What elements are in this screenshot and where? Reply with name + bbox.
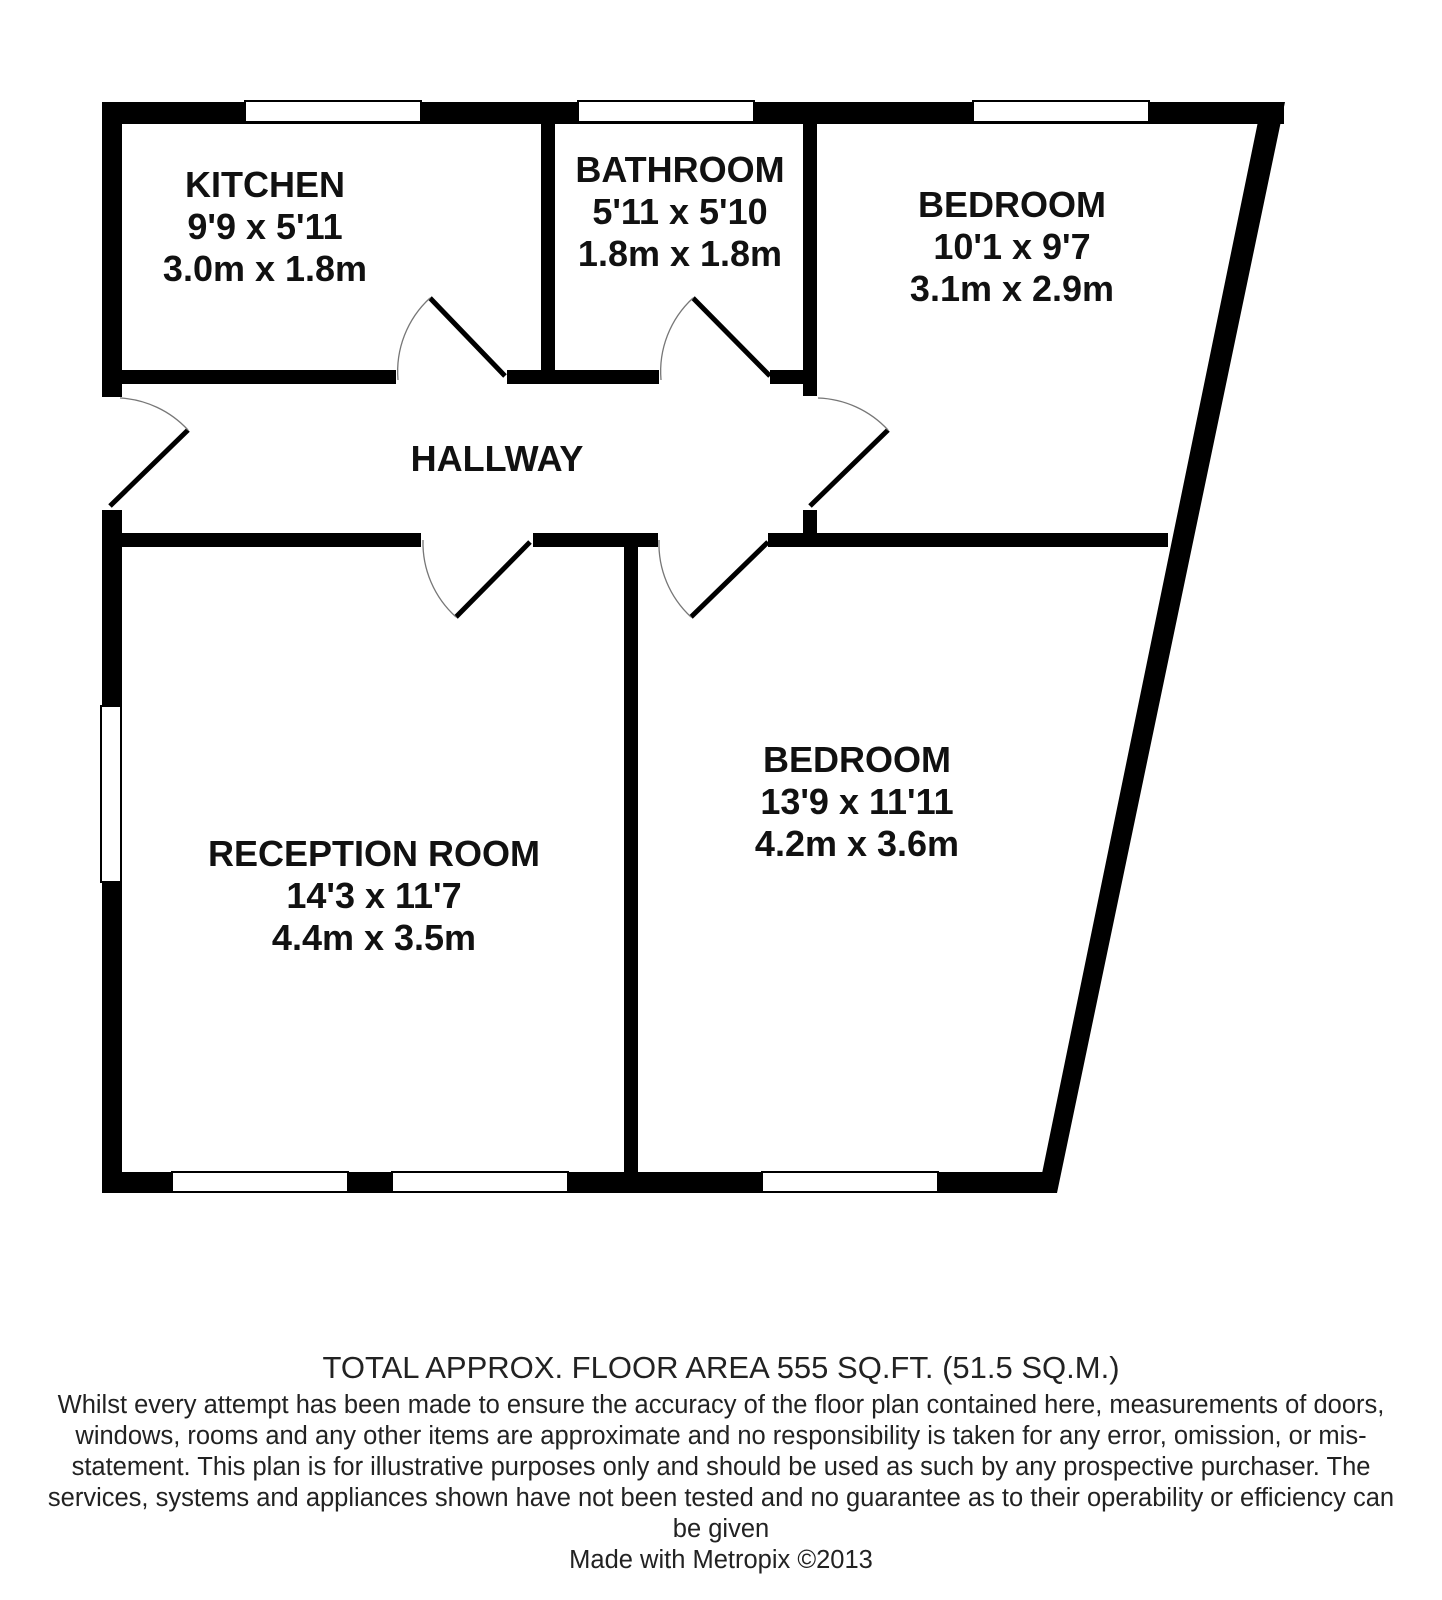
bathroom-name: BATHROOM [575, 149, 785, 190]
wall-bathroom-bottom [770, 370, 817, 384]
door-entrance [110, 430, 188, 506]
door-bedroom-lower [691, 542, 768, 617]
door-entrance-swing [120, 398, 188, 430]
door-reception [456, 542, 530, 617]
bedroom-top-metric: 3.1m x 2.9m [909, 268, 1115, 309]
window-reception-left [101, 706, 121, 882]
wall-bathroom-bedroom [803, 120, 817, 396]
door-bedroom-lower-swing [659, 540, 691, 617]
kitchen-name: KITCHEN [185, 164, 345, 205]
hallway-name: HALLWAY [410, 438, 584, 479]
bathroom-imperial: 5'11 x 5'10 [592, 191, 768, 232]
disclaimer-text: Whilst every attempt has been made to ensure the accuracy of the floor plan contained here, measurements of doors, windows, rooms and any other items are approximate and no responsibility is taken for any error, omission, or mis-statement. This plan is for illustrative purposes only and should be used as such by any prospective purchaser. The services, systems and appliances shown have not been tested and no guarantee as to their operability or efficiency can be given [47, 1391, 1395, 1543]
wall-reception-bedroom [624, 547, 638, 1177]
reception-metric: 4.4m x 3.5m [271, 917, 477, 958]
metropix-credit: Made with Metropix ©2013 [569, 1546, 873, 1574]
bathroom-metric: 1.8m x 1.8m [577, 233, 783, 274]
window-bedroom-top [973, 101, 1149, 122]
wall-kitchen-bottom-left [102, 370, 396, 384]
window-bedroom-bottom [762, 1172, 938, 1192]
bedroom-top-name: BEDROOM [918, 184, 1106, 225]
door-reception-swing [423, 540, 456, 617]
bedroom-top-imperial: 10'1 x 9'7 [933, 226, 1091, 267]
door-kitchen-swing [398, 298, 430, 380]
floor-plan-footer [40, 1350, 1402, 1576]
wall-left-upper [102, 102, 122, 397]
window-reception-bottom-2 [392, 1172, 568, 1192]
window-reception-bottom-1 [172, 1172, 348, 1192]
door-bedroom-top [810, 430, 888, 506]
kitchen-metric: 3.0m x 1.8m [162, 248, 368, 289]
wall-bedroom-divider [768, 533, 1168, 547]
kitchen-imperial: 9'9 x 5'11 [187, 206, 343, 247]
bedroom-lower-imperial: 13'9 x 11'11 [760, 781, 954, 822]
reception-imperial: 14'3 x 11'7 [286, 875, 462, 916]
door-kitchen [430, 298, 505, 376]
wall-kitchen-bottom-right [507, 370, 659, 384]
wall-hallway-bottom-mid [533, 533, 658, 547]
window-kitchen [245, 101, 421, 122]
wall-kitchen-bathroom [541, 120, 555, 382]
door-bathroom [693, 298, 770, 376]
window-bathroom [578, 101, 754, 122]
room-labels [163, 149, 1114, 958]
bedroom-lower-metric: 4.2m x 3.6m [754, 823, 960, 864]
total-floor-area: TOTAL APPROX. FLOOR AREA 555 SQ.FT. (51.5 SQ.M.) [322, 1350, 1120, 1385]
door-bathroom-swing [661, 298, 693, 380]
door-bedroom-top-swing [818, 398, 888, 430]
wall-hallway-bottom-left [102, 533, 421, 547]
bedroom-lower-name: BEDROOM [763, 739, 951, 780]
reception-name: RECEPTION ROOM [207, 833, 541, 874]
